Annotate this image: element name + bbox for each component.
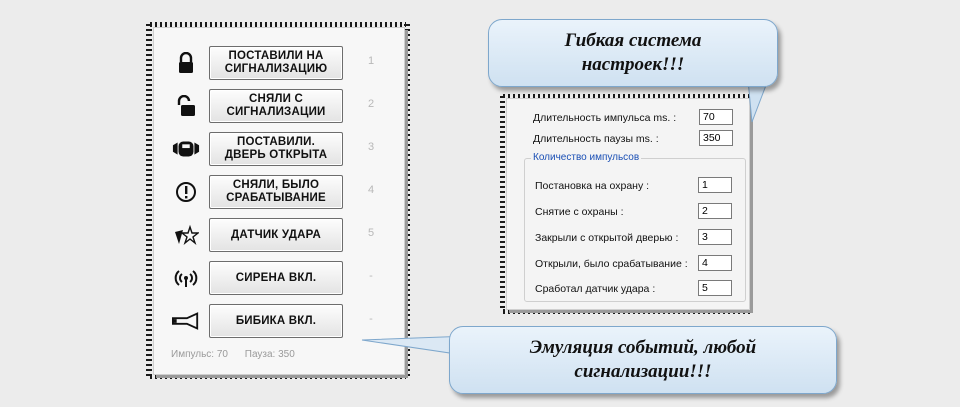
siren-button[interactable]: СИРЕНА ВКЛ. — [209, 261, 343, 295]
callout-flexible-settings: Гибкая система настроек!!! — [488, 19, 778, 87]
pause-status: Пауза: 350 — [244, 349, 295, 360]
armed-button[interactable]: ПОСТАВИЛИ НА СИГНАЛИЗАЦИЮ — [209, 46, 343, 80]
horn-button[interactable]: БИБИКА ВКЛ. — [209, 304, 343, 338]
event-number: - — [369, 270, 373, 282]
event-number: 5 — [367, 227, 375, 239]
event-number: 2 — [367, 98, 375, 110]
event-number: - — [369, 313, 373, 325]
count-label-arm: Постановка на охрану : — [535, 180, 650, 192]
disarmed-button[interactable]: СНЯЛИ С СИГНАЛИЗАЦИИ — [209, 89, 343, 123]
event-number: 4 — [367, 184, 375, 196]
pause-duration-label: Длительность паузы ms. : — [533, 133, 659, 145]
count-label-shock: Сработал датчик удара : — [535, 283, 656, 295]
impulse-status: Импульс: 70 — [171, 349, 228, 360]
count-label-door: Закрыли с открытой дверью : — [535, 232, 679, 244]
count-label-disarm: Снятие с охраны : — [535, 206, 624, 218]
pulse-duration-label: Длительность импульса ms. : — [533, 112, 677, 124]
triggered-button[interactable]: СНЯЛИ, БЫЛО СРАБАТЫВАНИЕ — [209, 175, 343, 209]
count-label-triggered: Открыли, было срабатывание : — [535, 258, 688, 270]
event-number: 1 — [367, 55, 375, 67]
door-open-button[interactable]: ПОСТАВИЛИ. ДВЕРЬ ОТКРЫТА — [209, 132, 343, 166]
callout-event-emulation: Эмуляция событий, любой сигнализации!!! — [449, 326, 837, 394]
event-number: 3 — [367, 141, 375, 153]
shock-sensor-button[interactable]: ДАТЧИК УДАРА — [209, 218, 343, 252]
impulse-count-title: Количество импульсов — [533, 152, 640, 163]
